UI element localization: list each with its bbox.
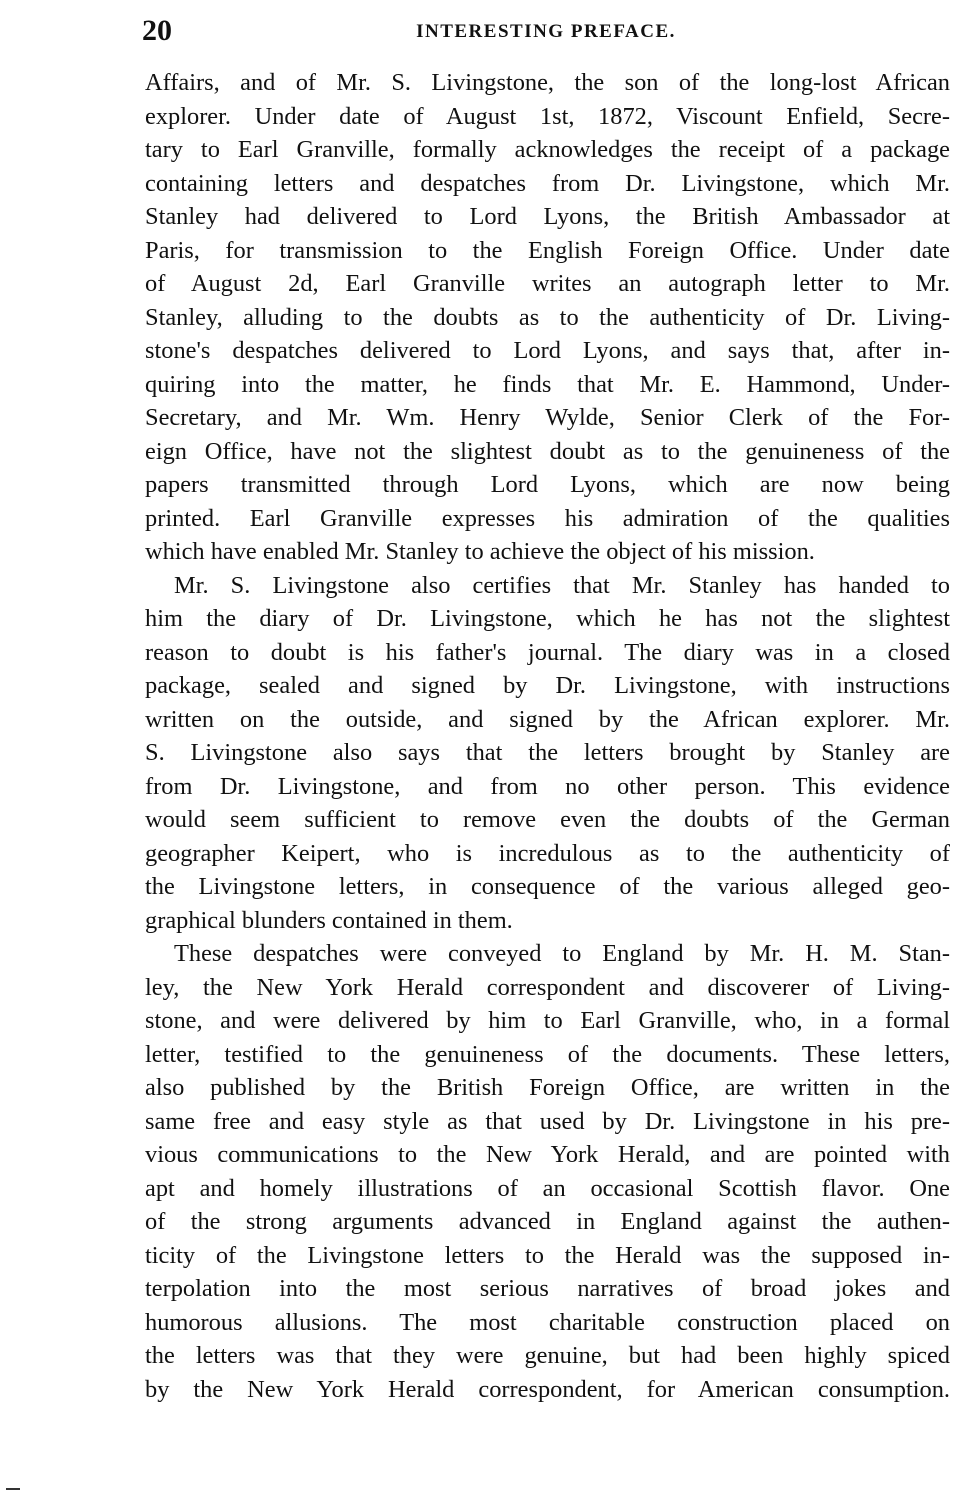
text-line: Secretary, and Mr. Wm. Henry Wylde, Senior Clerk of the For- [145,404,950,431]
text-line: stone's despatches delivered to Lord Lyons, and says that, after in- [145,337,950,364]
text-line: ley, the New York Herald correspondent and discoverer of Living- [145,973,950,1001]
text-line: eign Office, have not the slightest doubt as to the genuineness of the [145,437,950,465]
text-line: S. Livingstone also says that the letters brought by Stanley are [145,739,950,766]
text-line: Stanley, alluding to the doubts as to the authenticity of Dr. Living- [145,303,950,331]
text-line: same free and easy style as that used by Dr. Livingstone in his pre- [145,1107,950,1135]
text-line: would seem sufficient to remove even the doubts of the German [145,806,950,833]
text-line: the letters was that they were genuine, but had been highly spiced [145,1342,950,1369]
text-line: apt and homely illustrations of an occasional Scottish flavor. One [145,1174,950,1202]
text-line: the Livingstone letters, in consequence of the various alleged geo- [145,873,950,900]
running-head [142,14,950,48]
text-line: terpolation into the most serious narratives of broad jokes and [145,1275,950,1302]
text-line: reason to doubt is his father's journal. The diary was in a closed [145,638,950,666]
page-number: 20 [142,14,172,47]
text-line: graphical blunders contained in them. [145,906,513,934]
paragraph-first-line: Mr. S. Livingstone also certifies that Mr. Stanley has handed to [174,571,950,599]
text-line: explorer. Under date of August 1st, 1872, Viscount Enfield, Secre- [145,102,950,130]
text-line: humorous allusions. The most charitable construction placed on [145,1308,950,1336]
text-line: by the New York Herald correspondent, for American consumption. [145,1375,950,1403]
text-line: letter, testified to the genuineness of the documents. These letters, [145,1040,950,1068]
text-line: vious communications to the New York Herald, and are pointed with [145,1141,950,1168]
text-line: stone, and were delivered by him to Earl Granville, who, in a formal [145,1007,950,1034]
text-line: of August 2d, Earl Granville writes an autograph letter to Mr. [145,270,950,297]
text-line: ticity of the Livingstone letters to the Herald was the supposed in- [145,1241,950,1269]
running-title: INTERESTING PREFACE. [416,21,676,42]
text-line: package, sealed and signed by Dr. Livingstone, with instructions [145,672,950,699]
text-line: which have enabled Mr. Stanley to achieve the object of his mission. [145,538,815,565]
text-line: also published by the British Foreign Office, are written in the [145,1074,950,1101]
text-line: quiring into the matter, he finds that Mr. E. Hammond, Under- [145,370,950,398]
text-line: Affairs, and of Mr. S. Livingstone, the son of the long-lost African [145,69,950,96]
paragraph-first-line: These despatches were conveyed to England by Mr. H. M. Stan- [174,940,950,967]
text-line: containing letters and despatches from Dr. Livingstone, which Mr. [145,169,950,197]
text-line: Stanley had delivered to Lord Lyons, the British Ambassador at [145,203,950,230]
text-line: from Dr. Livingstone, and from no other person. This evidence [145,772,950,800]
text-line: Paris, for transmission to the English Foreign Office. Under date [145,236,950,264]
body-text [145,66,950,1406]
text-line: geographer Keipert, who is incredulous as to the authenticity of [145,839,950,867]
text-line: him the diary of Dr. Livingstone, which he has not the slightest [145,605,950,632]
text-line: written on the outside, and signed by the African explorer. Mr. [145,705,950,733]
text-line: of the strong arguments advanced in England against the authen- [145,1208,950,1235]
text-line: papers transmitted through Lord Lyons, which are now being [145,471,950,498]
stray-print-mark [6,1488,20,1490]
text-line: tary to Earl Granville, formally acknowledges the receipt of a package [145,136,950,163]
text-line: printed. Earl Granville expresses his admiration of the qualities [145,504,950,532]
